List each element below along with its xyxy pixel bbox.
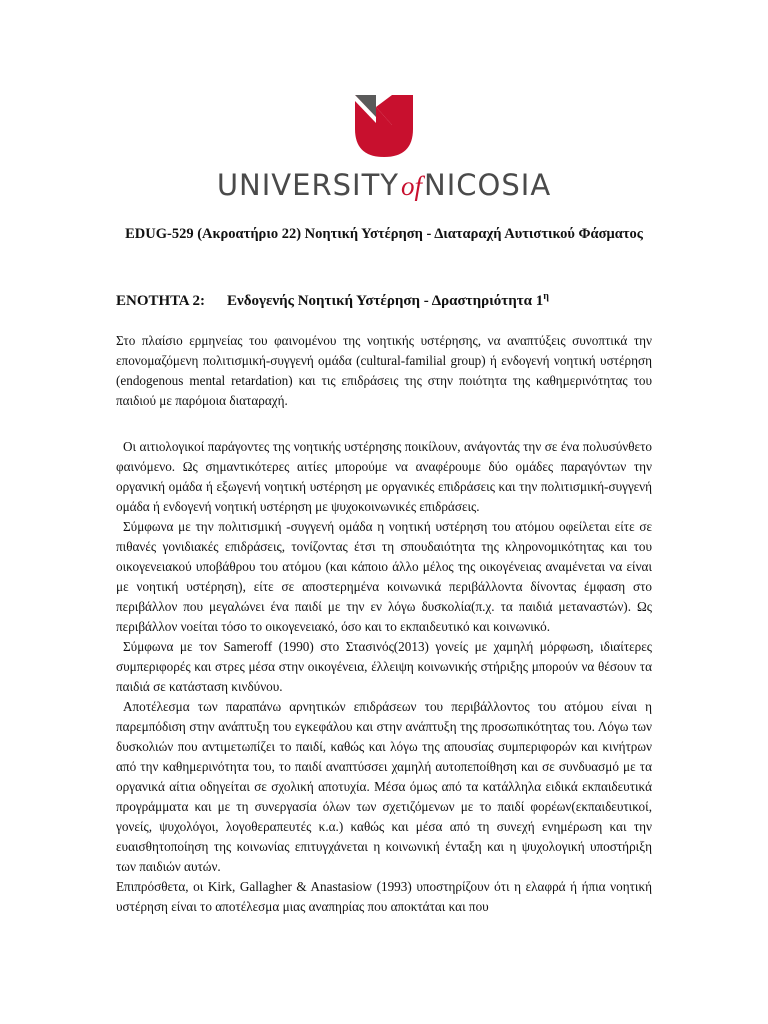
wordmark-nicosia: NICOSIA	[424, 168, 552, 202]
unit-label: ΕΝΟΤΗΤΑ 2:	[116, 293, 205, 309]
wordmark-university: UNIVERSITY	[216, 168, 400, 202]
unit-heading	[116, 291, 676, 310]
intro-paragraph: Στο πλαίσιο ερμηνείας του φαινομένου της νοητικής υστέρησης, να αναπτύξεις συνοπτικά την επονομαζόμενη πολιτισμική-συγγενή ομάδα (cultural-familial group) ή ενδογενή νοητική υστέρηση (endogenous mental retardation) και τις επιδράσεις της στην ποιότητα της καθημερινότητας του παιδιού με παρόμοια διαταραχή.	[116, 333, 652, 408]
body-paragraph: Επιπρόσθετα, οι Kirk, Gallagher & Anastasiow (1993) υποστηρίζουν ότι η ελαφρά ή ήπια νοητική υστέρηση είναι το αποτέλεσμα μιας αναπηρίας που αποκτάται και που	[116, 879, 652, 914]
body-paragraph: Σύμφωνα με τον Sameroff (1990) στο Στασινός(2013) γονείς με χαμηλή μόρφωση, ιδιαίτερες συμπεριφορές και στρες μέσα στην οικογένεια, έλλειψη κοινωνικής στήριξης μπορούν να θέσουν τα παιδιά σε κατάσταση κινδύνου.	[116, 639, 652, 694]
body-text	[116, 437, 652, 917]
wordmark-of: of	[401, 171, 423, 201]
body-paragraph: Αποτέλεσμα των παραπάνω αρνητικών επιδράσεων του περιβάλλοντος του ατόμου είναι η παρεμπόδιση στην ανάπτυξη του εγκεφάλου και στην ανάπτυξη της προσωπικότητας του. Λόγω των δυσκολιών που αντιμετωπίζει το παιδί, καθώς και λόγω της απουσίας συμπεριφορών και κινήτρων από την καθημερινότητα του, το παιδί αναπτύσσει χαμηλή αυτοπεποίθηση και σε συνδυασμό με τα οργανικά αίτια οδηγείται σε σχολική αποτυχία. Μέσα όμως από τα κατάλληλα ειδικά εκπαιδευτικά προγράμματα και με τη συνεργασία όλων των σχετιζόμενων με το παιδί φορέων(εκπαιδευτικοί, γονείς, ψυχολόγοι, λογοθεραπευτές κ.α.) καθώς και μέσα από τη συνεχή ενημέρωση και την ευαισθητοποίηση της κοινωνίας επιτυγχάνεται η κοινωνική ένταξη και η ψυχολογική υποστήριξη των παιδιών αυτών.	[116, 699, 652, 874]
body-paragraph: Σύμφωνα με την πολιτισμική -συγγενή ομάδα η νοητική υστέρηση του ατόμου οφείλεται είτε σε πιθανές γονιδιακές επιδράσεις, τονίζοντας έτσι τη σπουδαιότητα της κληρονομικότητας και του οικογενειακού υποβάθρου του ατόμου (και κάποιο άλλο μέλος της οικογένειας αναμένεται να είναι με νοητική υστέρηση), είτε σε αποστερημένα κοινωνικά περιβάλλοντα δίνοντας έμφαση στο περιβάλλον που μεγαλώνει ένα παιδί με την εν λόγω δυσκολία(π.χ. τα παιδιά μεταναστών). Ως περιβάλλον νοείται τόσο το οικογενειακό, όσο και το εκπαιδευτικό και κοινωνικό.	[116, 519, 652, 634]
unit-title: Ενδογενής Νοητική Υστέρηση - Δραστηριότητα 1	[226, 293, 544, 309]
course-title: EDUG-529 (Ακροατήριο 22) Νοητική Υστέρηση - Διαταραχή Αυτιστικού Φάσματος	[125, 226, 643, 242]
university-wordmark	[0, 168, 768, 202]
university-shield-logo-icon	[355, 95, 413, 157]
unit-title-superscript: η	[543, 291, 549, 302]
body-paragraph: Οι αιτιολογικοί παράγοντες της νοητικής υστέρησης ποικίλουν, ανάγοντάς την σε ένα πολυσύνθετο φαινόμενο. Ως σημαντικότερες αιτίες μπορούμε να αναφέρουμε δύο ομάδες παραγόντων την οργανική ομάδα ή εξωγενή νοητική υστέρηση με οργανικές επιδράσεις και την πολιτισμική-συγγενή ομάδα ή ενδογενή νοητική υστέρηση με ψυχοκοινωνικές επιδράσεις.	[116, 439, 652, 514]
